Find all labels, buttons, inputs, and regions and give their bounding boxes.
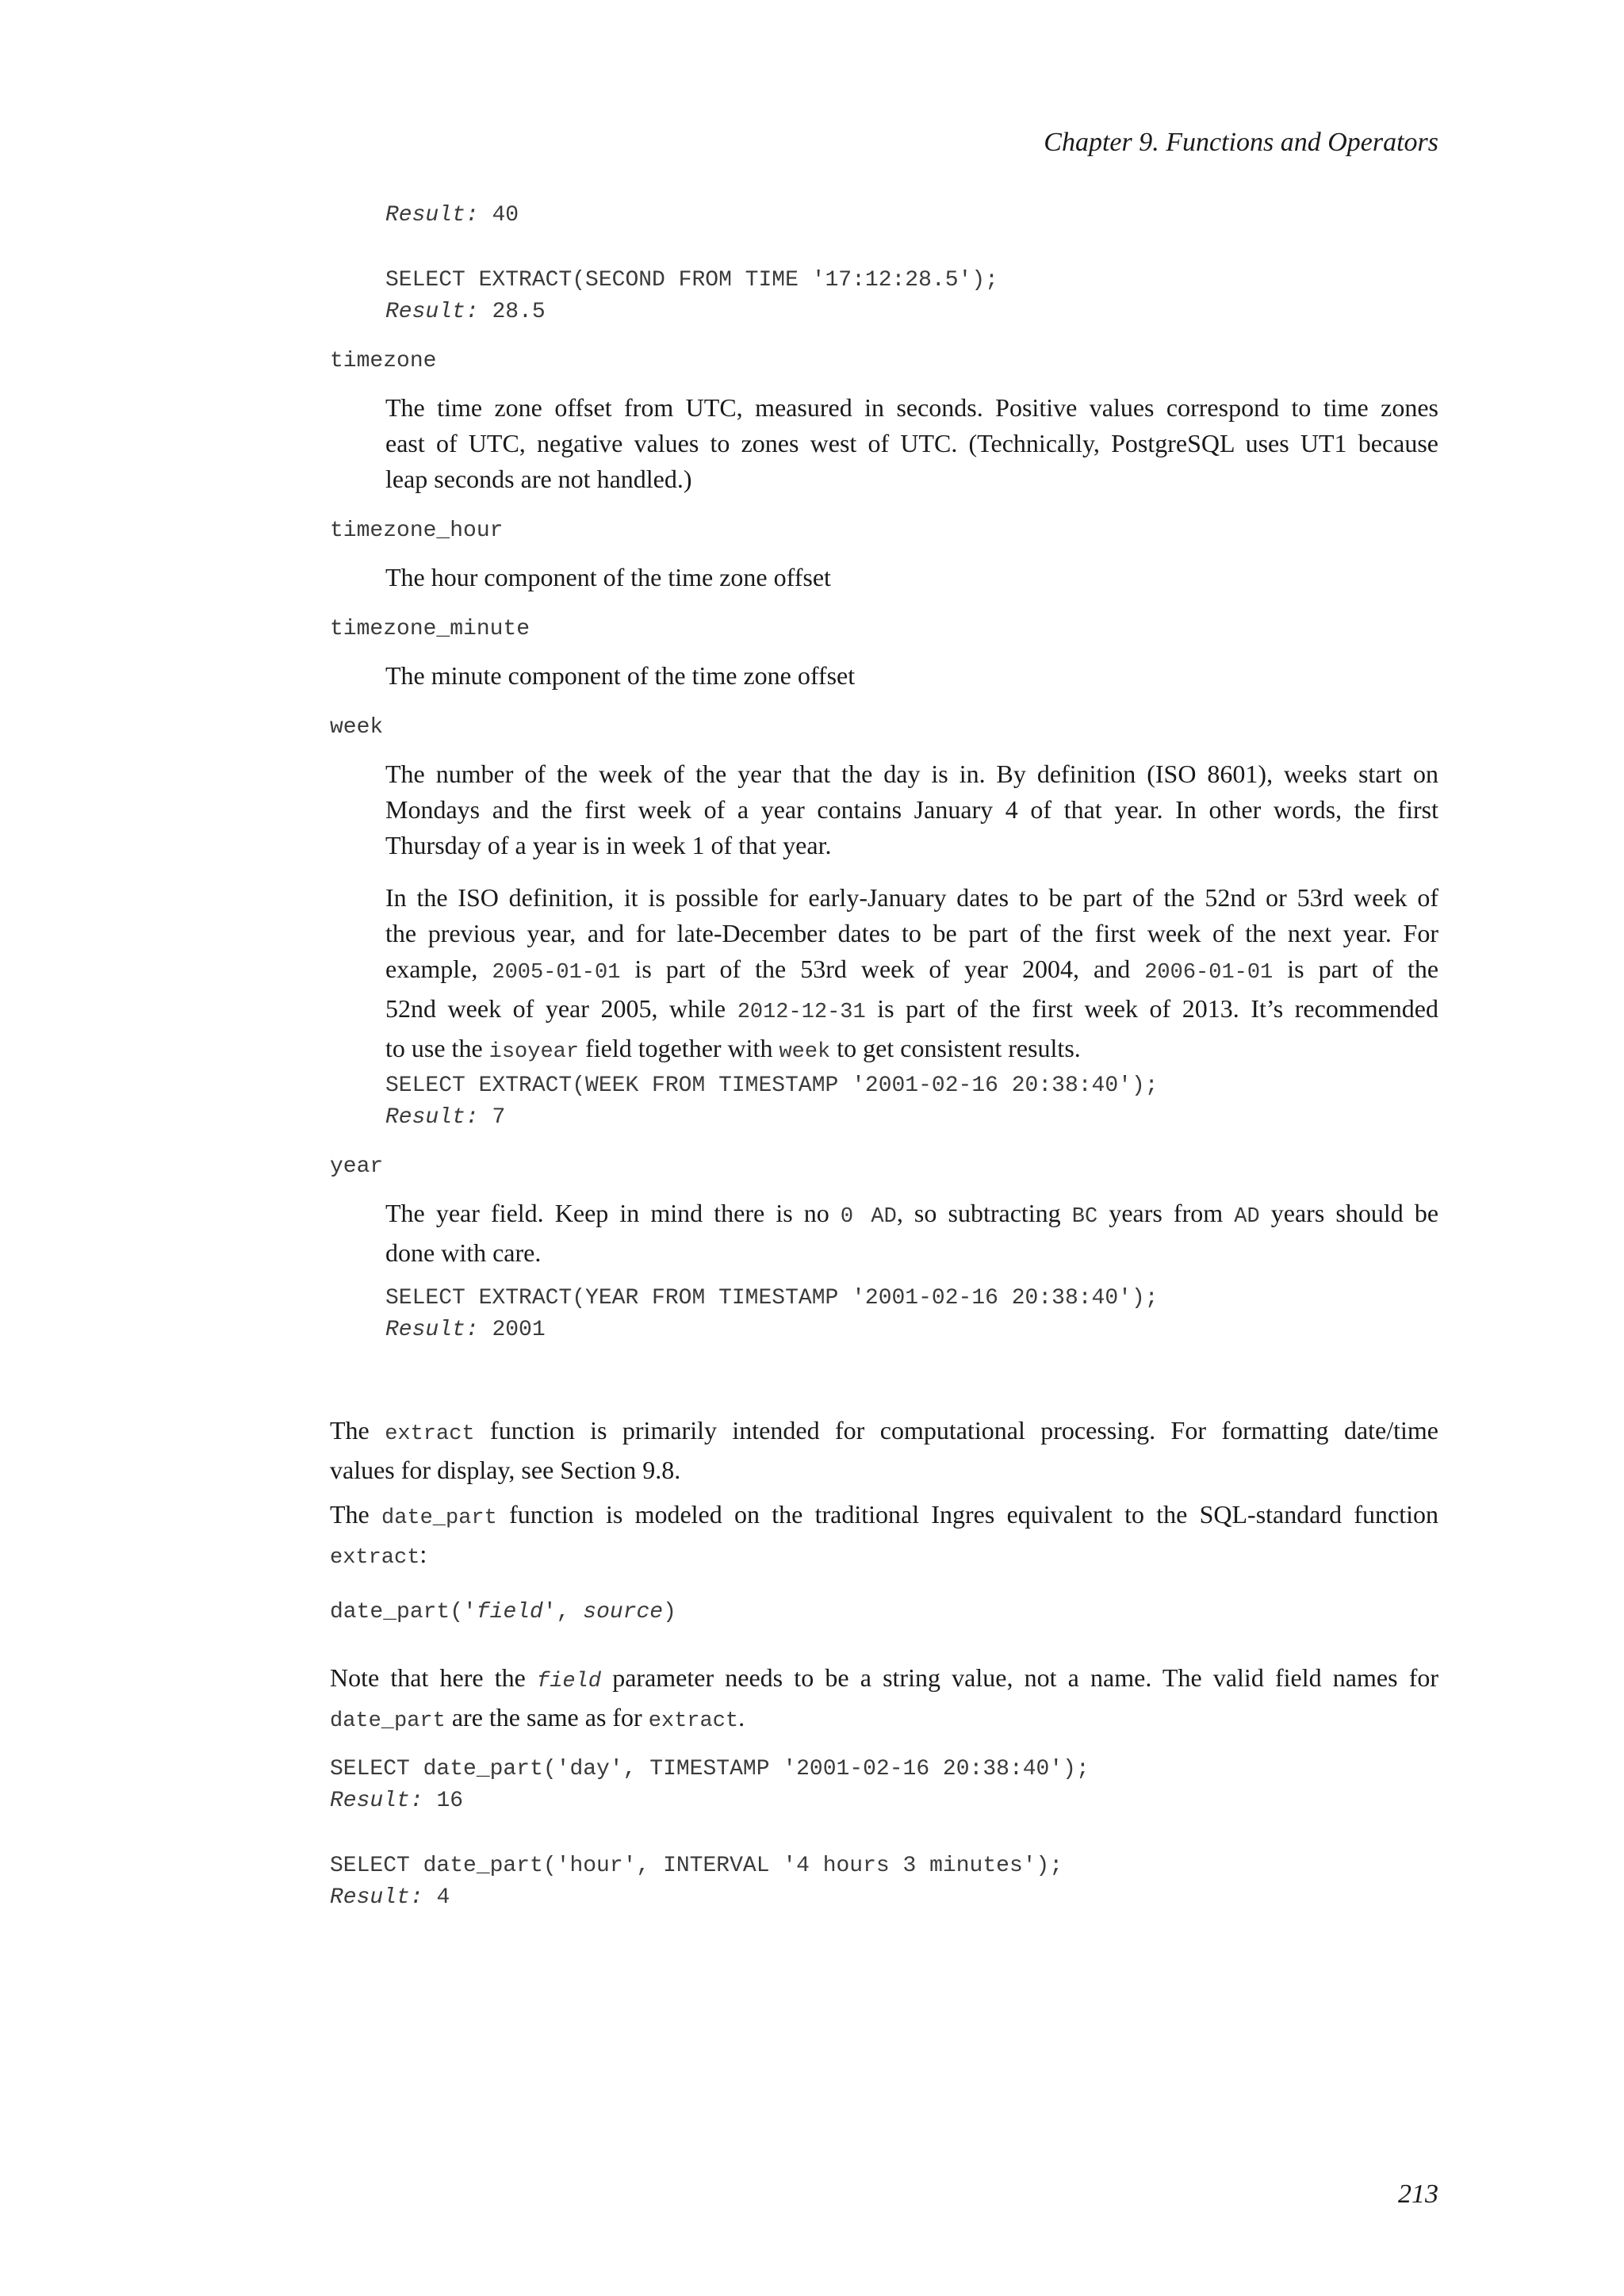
inline-code: date_part (381, 1506, 497, 1530)
week-description: The number of the week of the year that the day is in. By definition (ISO 8601), weeks start on Mondays and the first week of a year contains January 4 of that year. In other words, the first Thursday of a year is in week 1 of that year. (385, 760, 1438, 859)
result-line: Result: 4 (330, 1885, 450, 1910)
sql-example: SELECT date_part('hour', INTERVAL '4 hours 3 minutes'); (330, 1854, 1063, 1878)
sql-example: SELECT EXTRACT(WEEK FROM TIMESTAMP '2001-02-16 20:38:40'); (385, 1073, 1159, 1098)
term-timezone-minute: timezone_minute (330, 617, 530, 641)
term-week: week (330, 715, 384, 740)
term-year: year (330, 1154, 384, 1179)
note-paragraph: Note that here the field parameter needs to be a string value, not a name. The valid field names for date_part are the same as for extract. (330, 1663, 1439, 1733)
year-description: The year field. Keep in mind there is no 0 AD, so subtracting BC years from AD years should be done with care. (385, 1199, 1439, 1267)
inline-code: extract (330, 1546, 420, 1570)
inline-code: 2005-01-01 (492, 961, 621, 985)
running-header: Chapter 9. Functions and Operators (1044, 128, 1438, 157)
week-iso-description: In the ISO definition, it is possible for early-January dates to be part of the 52nd or 53rd week of the previous year, and for late-December dates to be part of the first week of the next year. For example, 2005-01-01 is part of the 53rd week of year 2004, and 2006-01-01 is part of the 52nd week of year 2005, while 2012-12-31 is part of the first week of 2013. It’s recommended to use the isoyear field together with week to get consistent results. (385, 883, 1439, 1064)
timezone-minute-description: The minute component of the time zone offset (385, 661, 856, 690)
result-line: Result: 7 (385, 1105, 506, 1130)
inline-code: date_part (330, 1709, 446, 1733)
inline-code: AD (1234, 1205, 1260, 1229)
timezone-description: The time zone offset from UTC, measured in seconds. Positive values correspond to time zones east of UTC, negative values to zones west of UTC. (Technically, PostgreSQL uses UT1 because leap seconds are not handled.) (385, 393, 1438, 493)
inline-code: 2006-01-01 (1144, 961, 1274, 985)
inline-code: BC (1071, 1205, 1098, 1229)
inline-code: extract (385, 1422, 475, 1446)
inline-code: week (779, 1040, 831, 1064)
inline-code: extract (648, 1709, 739, 1733)
term-timezone-hour: timezone_hour (330, 519, 504, 543)
inline-code: isoyear (488, 1040, 580, 1064)
term-timezone: timezone (330, 349, 437, 373)
date-part-paragraph: The date_part function is modeled on the traditional Ingres equivalent to the SQL-standard function extract: (330, 1500, 1438, 1570)
result-line: Result: 40 (385, 203, 519, 228)
sql-example: SELECT EXTRACT(SECOND FROM TIME '17:12:28.5'); (385, 268, 998, 293)
timezone-hour-description: The hour component of the time zone offset (385, 563, 831, 591)
inline-code: field (537, 1670, 602, 1693)
extract-paragraph: The extract function is primarily intended for computational processing. For formatting date/time values for display, see Section 9.8. (330, 1416, 1439, 1484)
result-line: Result: 2001 (385, 1318, 546, 1342)
function-signature: date_part('field', source) (330, 1600, 676, 1624)
inline-code: 0 AD (840, 1205, 897, 1229)
sql-example: SELECT EXTRACT(YEAR FROM TIMESTAMP '2001-02-16 20:38:40'); (385, 1286, 1159, 1311)
result-line: Result: 28.5 (385, 300, 546, 324)
result-line: Result: 16 (330, 1789, 464, 1813)
sql-example: SELECT date_part('day', TIMESTAMP '2001-02-16 20:38:40'); (330, 1757, 1090, 1781)
page-number: 213 (1398, 2179, 1438, 2209)
inline-code: 2012-12-31 (737, 1001, 866, 1024)
